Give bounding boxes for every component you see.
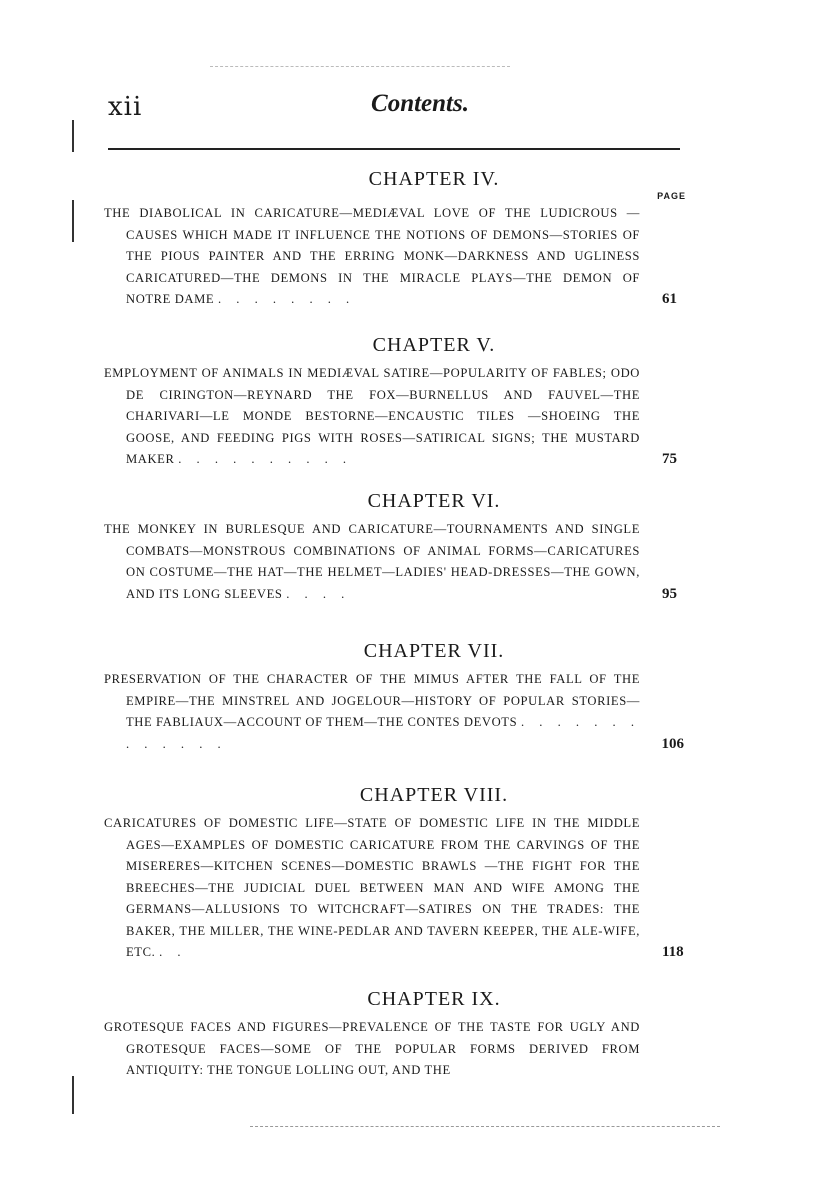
chapter-summary: EMPLOYMENT OF ANIMALS IN MEDIÆVAL SATIRE—POPULARITY OF FABLES; ODO DE CIRINGTON—REYNARD THE FOX—BURNELLUS AND FAUVEL—THE CHARIVARI—LE MONDE BESTORNE—ENCAUSTIC TILES —SHOEING THE GOOSE, AND FEEDING PIGS WITH ROSES—SATIRICAL SIGNS; THE MUSTARD MAKER . . . . . . . . . . 75 bbox=[104, 366, 677, 467]
dot-leader: . . . . . . . . . . . . . bbox=[126, 715, 640, 751]
chapter-summary-text: THE DIABOLICAL IN CARICATURE—MEDIÆVAL LOVE OF THE LUDICROUS —CAUSES WHICH MADE IT INFLUENCE THE NOTIONS OF DEMONS—STORIES OF THE PIOUS PAINTER AND THE ERRING MONK—DARKNESS AND UGLINESS CARICATURED—THE DEMONS IN THE MIRACLE PLAYS—THE DEMON OF NOTRE DAME bbox=[104, 206, 640, 306]
chapter-summary: THE MONKEY IN BURLESQUE AND CARICATURE—TOURNAMENTS AND SINGLE COMBATS—MONSTROUS COMBINATIONS OF ANIMAL FORMS—CARICATURES ON COSTUME—THE HAT—THE HELMET—LADIES' HEAD-DRESSES—THE GOWN, AND ITS LONG SLEEVES . . . . 95 bbox=[104, 522, 677, 602]
chapter-heading: CHAPTER VII. bbox=[363, 640, 505, 662]
chapter-summary: CARICATURES OF DOMESTIC LIFE—STATE OF DOMESTIC LIFE IN THE MIDDLE AGES—EXAMPLES OF DOMESTIC CARICATURE FROM THE CARVINGS OF THE MISERERES—KITCHEN SCENES—DOMESTIC BRAWLS —THE FIGHT FOR THE BREECHES—THE JUDICIAL DUEL BETWEEN MAN AND WIFE AMONG THE GERMANS—ALLUSIONS TO WITCHCRAFT—SATIRES ON THE TRADES: THE BAKER, THE MILLER, THE WINE-PEDLAR AND TAVERN KEEPER, THE ALE-WIFE, ETC. . . 118 bbox=[104, 816, 684, 960]
dot-leader: . . . . . . . . bbox=[217, 292, 356, 306]
running-title: Contents. bbox=[371, 90, 469, 117]
chapter-heading: CHAPTER IX. bbox=[367, 988, 501, 1010]
dot-leader: . . . . . . . . . . bbox=[178, 452, 353, 466]
page-column-label: PAGE bbox=[657, 191, 686, 201]
chapter-heading: CHAPTER IV. bbox=[368, 168, 500, 190]
chapter-summary: THE DIABOLICAL IN CARICATURE—MEDIÆVAL LOVE OF THE LUDICROUS —CAUSES WHICH MADE IT INFLUENCE THE NOTIONS OF DEMONS—STORIES OF THE PIOUS PAINTER AND THE ERRING MONK—DARKNESS AND UGLINESS CARICATURED—THE DEMONS IN THE MIRACLE PLAYS—THE DEMON OF NOTRE DAME . . . . . . . . 61 bbox=[104, 206, 677, 307]
top-scan-dashes bbox=[210, 66, 510, 67]
chapter-summary-text: THE MONKEY IN BURLESQUE AND CARICATURE—TOURNAMENTS AND SINGLE COMBATS—MONSTROUS COMBINATIONS OF ANIMAL FORMS—CARICATURES ON COSTUME—THE HAT—THE HELMET—LADIES' HEAD-DRESSES—THE GOWN, AND ITS LONG SLEEVES bbox=[104, 522, 640, 601]
margin-mark bbox=[72, 120, 74, 152]
chapter-summary-text: PRESERVATION OF THE CHARACTER OF THE MIMUS AFTER THE FALL OF THE EMPIRE—THE MINSTREL AND JOGELOUR—HISTORY OF POPULAR STORIES—THE FABLIAUX—ACCOUNT OF THEM—THE CONTES DEVOTS bbox=[104, 672, 640, 729]
bottom-scan-dashes bbox=[250, 1126, 720, 1127]
chapter-summary-text: GROTESQUE FACES AND FIGURES—PREVALENCE OF THE TASTE FOR UGLY AND GROTESQUE FACES—SOME OF THE POPULAR FORMS DERIVED FROM ANTIQUITY: THE TONGUE LOLLING OUT, AND THE bbox=[104, 1020, 640, 1077]
margin-mark bbox=[72, 1076, 74, 1114]
chapter-heading: CHAPTER V. bbox=[372, 334, 496, 356]
chapter-vii bbox=[104, 640, 684, 755]
dot-leader: . . bbox=[159, 945, 187, 959]
page-number: xii bbox=[108, 92, 143, 122]
chapter-summary bbox=[104, 669, 684, 755]
chapter-heading: CHAPTER VI. bbox=[367, 490, 501, 512]
chapter-ix bbox=[104, 988, 684, 1082]
chapter-summary-text: EMPLOYMENT OF ANIMALS IN MEDIÆVAL SATIRE—POPULARITY OF FABLES; ODO DE CIRINGTON—REYNARD THE FOX—BURNELLUS AND FAUVEL—THE CHARIVARI—LE MONDE BESTORNE—ENCAUSTIC TILES —SHOEING THE GOOSE, AND FEEDING PIGS WITH ROSES—SATIRICAL SIGNS; THE MUSTARD MAKER bbox=[104, 366, 640, 466]
chapter-viii bbox=[104, 784, 684, 964]
chapter-vi bbox=[104, 490, 684, 605]
chapter-page-ref: 106 bbox=[661, 735, 684, 752]
chapter-heading: CHAPTER VIII. bbox=[359, 784, 509, 806]
header-rule bbox=[108, 148, 680, 150]
chapter-summary bbox=[104, 1017, 684, 1082]
margin-mark bbox=[72, 200, 74, 242]
chapter-iv bbox=[104, 168, 684, 311]
dot-leader: . . . . bbox=[286, 586, 351, 601]
chapter-summary-text: CARICATURES OF DOMESTIC LIFE—STATE OF DOMESTIC LIFE IN THE MIDDLE AGES—EXAMPLES OF DOMESTIC CARICATURE FROM THE CARVINGS OF THE MISERERES—KITCHEN SCENES—DOMESTIC BRAWLS —THE FIGHT FOR THE BREECHES—THE JUDICIAL DUEL BETWEEN MAN AND WIFE AMONG THE GERMANS—ALLUSIONS TO WITCHCRAFT—SATIRES ON THE TRADES: THE BAKER, THE MILLER, THE WINE-PEDLAR AND TAVERN KEEPER, THE ALE-WIFE, ETC. bbox=[104, 816, 640, 959]
chapter-v bbox=[104, 334, 684, 471]
